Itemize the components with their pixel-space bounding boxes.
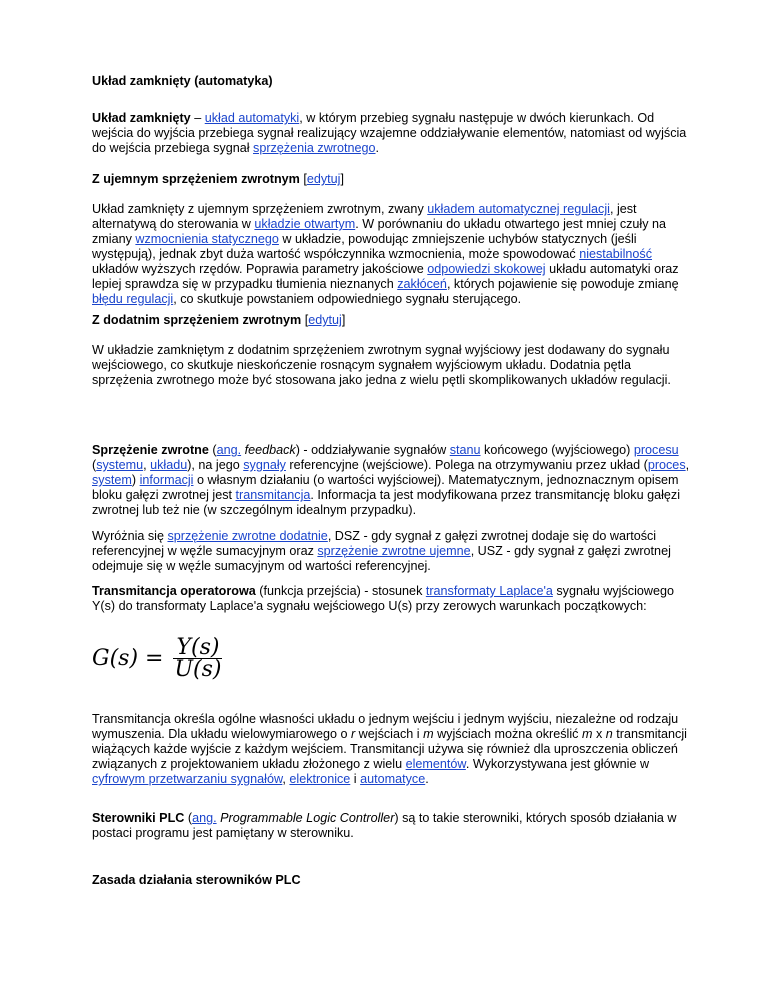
plc-paragraph: Sterowniki PLC (ang. Programmable Logic Controller) są to takie sterowniki, których sposób działania w postaci programu jest pamiętany w sterowniku.	[92, 811, 677, 840]
link-proces[interactable]: procesu	[633, 443, 679, 457]
link-niestabilnosc[interactable]: niestabilność	[579, 247, 652, 261]
link-elektronika[interactable]: elektronice	[289, 772, 351, 786]
dsz-usz-paragraph: Wyróżnia się sprzężenie zwrotne dodatnie, DSZ - gdy sygnał z gałęzi zwrotnej dodaje się do wartości referencyjnej w węźle sumacyjnym oraz sprzężenie zwrotne ujemne, USZ - gdy sygnał z gałęzi zwrotnej odejmuje się w węźle sumacyjnym od wartości referencyjnej.	[92, 529, 671, 573]
transfer-function-formula	[92, 635, 224, 682]
link-ang-plc[interactable]: ang.	[192, 811, 217, 825]
link-uklad-automatyki[interactable]: układ automatyki	[204, 111, 300, 125]
edit-link-positive[interactable]: edytuj	[308, 313, 342, 327]
link-automatyka[interactable]: automatyce	[360, 772, 426, 786]
intro-paragraph: Układ zamknięty – układ automatyki, w którym przebieg sygnału następuje w dwóch kierunkach. Od wejścia do wyjścia przebiega sygnał realizujący wzajemne oddziaływanie elementów, natomiast od wyjścia do wejścia przebiega sygnał sprzężenia zwrotnego.	[92, 111, 687, 155]
positive-feedback-paragraph: W układzie zamkniętym z dodatnim sprzężeniem zwrotnym sygnał wyjściowy jest dodawany do sygnału wejściowego, co skutkuje nieskończenie rosnącym sygnałem wyjściowym układu. Dodatnia pętla sprzężenia zwrotnego może być stosowana jako jedna z wielu pętli skomplikowanych układów regulacji.	[92, 343, 671, 387]
link-uklad-regulacji[interactable]: układem automatycznej regulacji	[427, 202, 610, 216]
link-transmitancja[interactable]: transmitancja	[235, 488, 311, 502]
section-heading-positive: Z dodatnim sprzężeniem zwrotnym [edytuj]	[92, 313, 346, 327]
link-sygnaly[interactable]: sygnały	[243, 458, 286, 472]
edit-link-negative[interactable]: edytuj	[306, 172, 341, 186]
link-elementy[interactable]: elementów	[405, 757, 466, 771]
link-sprzezenie-zwrotne[interactable]: sprzężenia zwrotnego	[253, 141, 376, 155]
link-sprzezenie-dodatnie[interactable]: sprzężenie zwrotne dodatnie	[167, 529, 328, 543]
link-sprzezenie-ujemne[interactable]: sprzężenie zwrotne ujemne	[317, 544, 471, 558]
formula-lhs: G(s) =	[92, 646, 164, 671]
link-laplace[interactable]: transformaty Laplace'a	[425, 584, 553, 598]
link-ang[interactable]: ang.	[216, 443, 242, 457]
page-title: Układ zamknięty (automatyka)	[92, 74, 273, 88]
link-stan[interactable]: stanu	[449, 443, 481, 457]
transfer-details-paragraph: Transmitancja określa ogólne własności układu o jednym wejściu i jednym wyjściu, niezależne od rodzaju wymuszenia. Dla układu wielowymiarowego o r wejściach i m wyjściach można określić m x n transmitancji wiążących każde wyjście z każdym wejściem. Transmitancji używa się również dla uproszczenia obliczeń związanych z projektowaniem układu złożonego z wielu elementów. Wykorzystywana jest głównie w cyfrowym przetwarzaniu sygnałów, elektronice i automatyce.	[92, 712, 687, 786]
transfer-function-paragraph: Transmitancja operatorowa (funkcja przejścia) - stosunek transformaty Laplace'a sygnału wyjściowego Y(s) do transformaty Laplace'a sygnału wejściowego U(s) przy zerowych warunkach początkowych:	[92, 584, 674, 613]
formula-denominator: U(s)	[174, 657, 222, 682]
formula-numerator: Y(s)	[173, 640, 222, 659]
link-uklad-otwarty[interactable]: układzie otwartym	[254, 217, 356, 231]
link-system-2[interactable]: system	[92, 473, 132, 487]
section-heading-negative: Z ujemnym sprzężeniem zwrotnym [edytuj]	[92, 172, 344, 186]
negative-feedback-paragraph: Układ zamknięty z ujemnym sprzężeniem zwrotnym, zwany układem automatycznej regulacji, jest alternatywą do sterowania w układzie otwartym. W porównaniu do układu otwartego jest mniej czuły na zmiany wzmocnienia statycznego w układzie, powodując zmniejszenie uchybów statycznych (jeśli występują), jednak zbyt duża wartość współczynnika wzmocnienia, może spowodować niestabilność układów wyższych rzędów. Poprawia parametry jakościowe odpowiedzi skokowej układu automatyki oraz lepiej sprawdza się w przypadku tłumienia nieznanych zakłóceń, których pojawienie się powoduje zmianę błędu regulacji, co skutkuje powstaniem odpowiedniego sygnału sterującego.	[92, 202, 679, 306]
link-proces-2[interactable]: proces	[647, 458, 686, 472]
formula-fraction	[171, 635, 224, 682]
feedback-paragraph: Sprzężenie zwrotne (ang. feedback) - oddziaływanie sygnałów stanu końcowego (wyjściowego) procesu (systemu, układu), na jego sygnały referencyjne (wejściowe). Polega na otrzymywaniu przez układ (proces, system) informacji o własnym działaniu (o wartości wyjściowej). Matematycznym, jednoznacznym opisem bloku gałęzi zwrotnej jest transmitancja. Informacja ta jest modyfikowana przez transmitancję bloku gałęzi zwrotnej lub też nie (w szczególnym idealnym przypadku).	[92, 443, 690, 517]
section-heading-plc: Zasada działania sterowników PLC	[92, 873, 301, 887]
link-zaklocenia[interactable]: zakłóceń	[397, 277, 447, 291]
link-informacja[interactable]: informacji	[139, 473, 194, 487]
link-odpowiedz-skokowa[interactable]: odpowiedzi skokowej	[427, 262, 546, 276]
link-blad-regulacji[interactable]: błędu regulacji	[92, 292, 174, 306]
link-system[interactable]: systemu	[96, 458, 144, 472]
link-cps[interactable]: cyfrowym przetwarzaniu sygnałów	[92, 772, 283, 786]
link-uklad[interactable]: układu	[150, 458, 188, 472]
link-wzmocnienie[interactable]: wzmocnienia statycznego	[135, 232, 279, 246]
